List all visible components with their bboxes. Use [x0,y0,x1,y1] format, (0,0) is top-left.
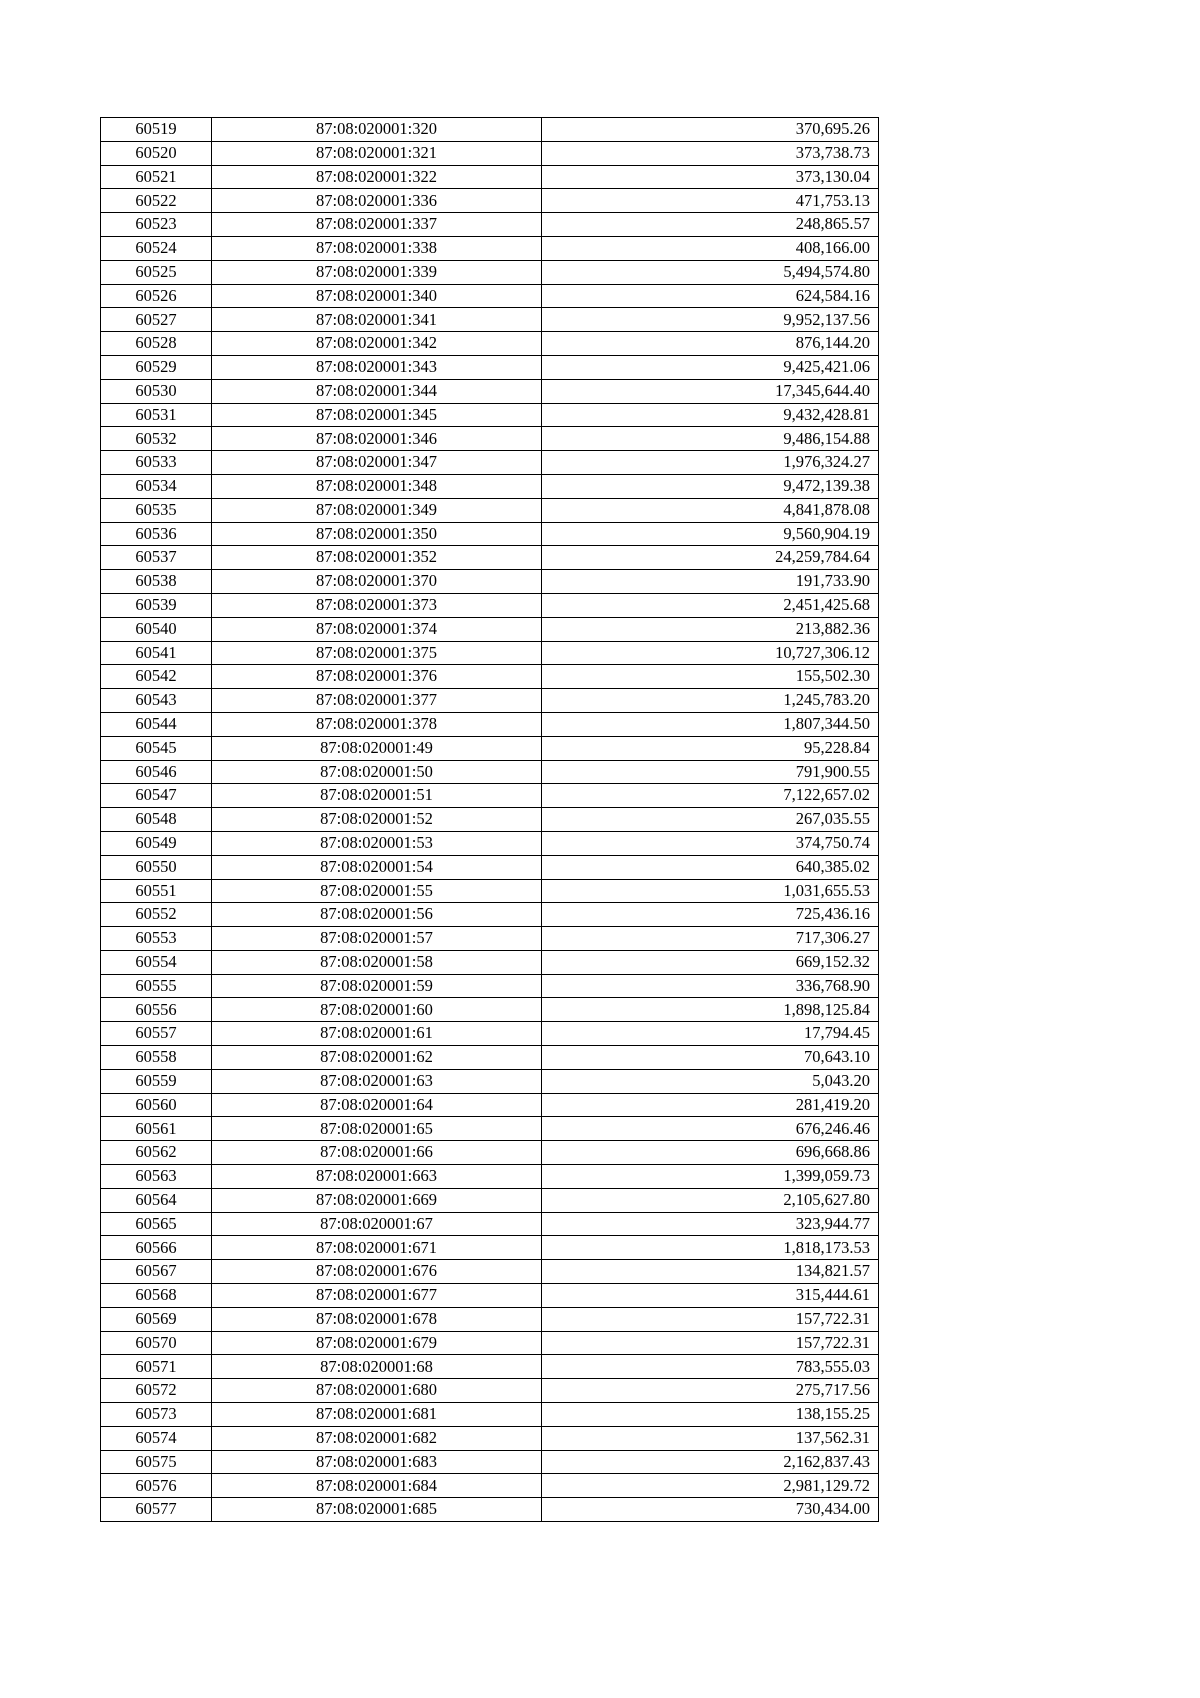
amount-cell: 267,035.55 [542,808,879,832]
amount-cell: 717,306.27 [542,927,879,951]
cadastral-number-cell: 87:08:020001:682 [212,1426,542,1450]
table-row [101,950,879,974]
table-row [101,403,879,427]
table-row [101,141,879,165]
amount-cell: 9,425,421.06 [542,355,879,379]
cadastral-number-cell: 87:08:020001:374 [212,617,542,641]
table-row [101,689,879,713]
table-row [101,855,879,879]
cadastral-number-cell: 87:08:020001:681 [212,1403,542,1427]
amount-cell: 1,976,324.27 [542,451,879,475]
table-row [101,1093,879,1117]
cadastral-number-cell: 87:08:020001:53 [212,831,542,855]
amount-cell: 24,259,784.64 [542,546,879,570]
table-row [101,641,879,665]
amount-cell: 2,162,837.43 [542,1450,879,1474]
row-number-cell: 60567 [101,1260,212,1284]
cadastral-number-cell: 87:08:020001:68 [212,1355,542,1379]
row-number-cell: 60536 [101,522,212,546]
table-row [101,236,879,260]
amount-cell: 275,717.56 [542,1379,879,1403]
amount-cell: 2,451,425.68 [542,593,879,617]
cadastral-number-cell: 87:08:020001:66 [212,1141,542,1165]
row-number-cell: 60537 [101,546,212,570]
row-number-cell: 60534 [101,474,212,498]
cadastral-number-cell: 87:08:020001:376 [212,665,542,689]
row-number-cell: 60571 [101,1355,212,1379]
cadastral-number-cell: 87:08:020001:320 [212,118,542,142]
row-number-cell: 60572 [101,1379,212,1403]
cadastral-number-cell: 87:08:020001:685 [212,1498,542,1522]
row-number-cell: 60544 [101,712,212,736]
table-row [101,617,879,641]
amount-cell: 370,695.26 [542,118,879,142]
amount-cell: 137,562.31 [542,1426,879,1450]
row-number-cell: 60529 [101,355,212,379]
table-row [101,189,879,213]
row-number-cell: 60570 [101,1331,212,1355]
amount-cell: 2,981,129.72 [542,1474,879,1498]
cadastral-number-cell: 87:08:020001:65 [212,1117,542,1141]
cadastral-number-cell: 87:08:020001:67 [212,1212,542,1236]
amount-cell: 730,434.00 [542,1498,879,1522]
table-row [101,379,879,403]
row-number-cell: 60545 [101,736,212,760]
table-row [101,451,879,475]
amount-cell: 1,807,344.50 [542,712,879,736]
amount-cell: 669,152.32 [542,950,879,974]
cadastral-number-cell: 87:08:020001:63 [212,1069,542,1093]
table-row [101,736,879,760]
amount-cell: 213,882.36 [542,617,879,641]
cadastral-number-cell: 87:08:020001:336 [212,189,542,213]
table-row [101,998,879,1022]
cadastral-number-cell: 87:08:020001:64 [212,1093,542,1117]
amount-cell: 1,245,783.20 [542,689,879,713]
table-row [101,213,879,237]
row-number-cell: 60543 [101,689,212,713]
row-number-cell: 60530 [101,379,212,403]
amount-cell: 783,555.03 [542,1355,879,1379]
amount-cell: 7,122,657.02 [542,784,879,808]
table-row [101,474,879,498]
row-number-cell: 60550 [101,855,212,879]
amount-cell: 95,228.84 [542,736,879,760]
cadastral-number-cell: 87:08:020001:56 [212,903,542,927]
table-row [101,1260,879,1284]
amount-cell: 157,722.31 [542,1307,879,1331]
amount-cell: 1,818,173.53 [542,1236,879,1260]
table-row [101,1046,879,1070]
table-row [101,427,879,451]
row-number-cell: 60533 [101,451,212,475]
amount-cell: 155,502.30 [542,665,879,689]
table-row [101,879,879,903]
table-row [101,1117,879,1141]
row-number-cell: 60532 [101,427,212,451]
amount-cell: 336,768.90 [542,974,879,998]
row-number-cell: 60528 [101,332,212,356]
amount-cell: 315,444.61 [542,1284,879,1308]
cadastral-number-cell: 87:08:020001:677 [212,1284,542,1308]
cadastral-number-cell: 87:08:020001:346 [212,427,542,451]
amount-cell: 640,385.02 [542,855,879,879]
cadastral-number-cell: 87:08:020001:51 [212,784,542,808]
table-row [101,498,879,522]
cadastral-number-cell: 87:08:020001:52 [212,808,542,832]
table-row [101,1188,879,1212]
table-row [101,1069,879,1093]
row-number-cell: 60559 [101,1069,212,1093]
row-number-cell: 60577 [101,1498,212,1522]
cadastral-number-cell: 87:08:020001:340 [212,284,542,308]
row-number-cell: 60574 [101,1426,212,1450]
cadastral-number-cell: 87:08:020001:378 [212,712,542,736]
amount-cell: 791,900.55 [542,760,879,784]
amount-cell: 134,821.57 [542,1260,879,1284]
table-row [101,974,879,998]
table-row [101,522,879,546]
table-row [101,1141,879,1165]
table-row [101,1212,879,1236]
cadastral-number-cell: 87:08:020001:680 [212,1379,542,1403]
cadastral-number-cell: 87:08:020001:373 [212,593,542,617]
amount-cell: 374,750.74 [542,831,879,855]
table-body [101,118,879,1522]
table-row [101,284,879,308]
amount-cell: 676,246.46 [542,1117,879,1141]
table-row [101,1236,879,1260]
cadastral-number-cell: 87:08:020001:49 [212,736,542,760]
row-number-cell: 60575 [101,1450,212,1474]
cadastral-number-cell: 87:08:020001:678 [212,1307,542,1331]
cadastral-number-cell: 87:08:020001:671 [212,1236,542,1260]
row-number-cell: 60561 [101,1117,212,1141]
cadastral-number-cell: 87:08:020001:61 [212,1022,542,1046]
table-row [101,831,879,855]
row-number-cell: 60573 [101,1403,212,1427]
cadastral-number-cell: 87:08:020001:337 [212,213,542,237]
table-row [101,1403,879,1427]
cadastral-number-cell: 87:08:020001:341 [212,308,542,332]
row-number-cell: 60547 [101,784,212,808]
cadastral-number-cell: 87:08:020001:347 [212,451,542,475]
row-number-cell: 60535 [101,498,212,522]
table-row [101,1165,879,1189]
amount-cell: 9,472,139.38 [542,474,879,498]
cadastral-number-cell: 87:08:020001:370 [212,570,542,594]
row-number-cell: 60523 [101,213,212,237]
cadastral-number-cell: 87:08:020001:349 [212,498,542,522]
row-number-cell: 60522 [101,189,212,213]
amount-cell: 2,105,627.80 [542,1188,879,1212]
row-number-cell: 60564 [101,1188,212,1212]
row-number-cell: 60538 [101,570,212,594]
table-row [101,570,879,594]
table-row [101,665,879,689]
amount-cell: 5,494,574.80 [542,260,879,284]
row-number-cell: 60521 [101,165,212,189]
cadastral-number-cell: 87:08:020001:57 [212,927,542,951]
cadastral-number-cell: 87:08:020001:342 [212,332,542,356]
row-number-cell: 60555 [101,974,212,998]
row-number-cell: 60526 [101,284,212,308]
table-row [101,1022,879,1046]
amount-cell: 725,436.16 [542,903,879,927]
table-row [101,1331,879,1355]
amount-cell: 408,166.00 [542,236,879,260]
table-row [101,712,879,736]
row-number-cell: 60540 [101,617,212,641]
table-row [101,1498,879,1522]
row-number-cell: 60563 [101,1165,212,1189]
row-number-cell: 60553 [101,927,212,951]
row-number-cell: 60531 [101,403,212,427]
amount-cell: 373,738.73 [542,141,879,165]
amount-cell: 70,643.10 [542,1046,879,1070]
amount-cell: 1,399,059.73 [542,1165,879,1189]
cadastral-number-cell: 87:08:020001:54 [212,855,542,879]
amount-cell: 373,130.04 [542,165,879,189]
cadastral-number-cell: 87:08:020001:322 [212,165,542,189]
cadastral-number-cell: 87:08:020001:59 [212,974,542,998]
row-number-cell: 60539 [101,593,212,617]
row-number-cell: 60554 [101,950,212,974]
cadastral-number-cell: 87:08:020001:344 [212,379,542,403]
amount-cell: 9,560,904.19 [542,522,879,546]
table-row [101,308,879,332]
amount-cell: 17,794.45 [542,1022,879,1046]
amount-cell: 9,432,428.81 [542,403,879,427]
cadastral-number-cell: 87:08:020001:352 [212,546,542,570]
table-row [101,1307,879,1331]
row-number-cell: 60520 [101,141,212,165]
table-row [101,927,879,951]
row-number-cell: 60560 [101,1093,212,1117]
row-number-cell: 60527 [101,308,212,332]
amount-cell: 191,733.90 [542,570,879,594]
row-number-cell: 60558 [101,1046,212,1070]
cadastral-number-cell: 87:08:020001:684 [212,1474,542,1498]
cadastral-number-cell: 87:08:020001:679 [212,1331,542,1355]
row-number-cell: 60519 [101,118,212,142]
amount-cell: 1,898,125.84 [542,998,879,1022]
row-number-cell: 60524 [101,236,212,260]
table-row [101,784,879,808]
cadastral-number-cell: 87:08:020001:669 [212,1188,542,1212]
amount-cell: 157,722.31 [542,1331,879,1355]
table-row [101,1379,879,1403]
cadastral-number-cell: 87:08:020001:50 [212,760,542,784]
cadastral-number-cell: 87:08:020001:60 [212,998,542,1022]
amount-cell: 624,584.16 [542,284,879,308]
amount-cell: 10,727,306.12 [542,641,879,665]
table-row [101,808,879,832]
row-number-cell: 60562 [101,1141,212,1165]
cadastral-number-cell: 87:08:020001:348 [212,474,542,498]
cadastral-number-cell: 87:08:020001:55 [212,879,542,903]
row-number-cell: 60557 [101,1022,212,1046]
amount-cell: 323,944.77 [542,1212,879,1236]
cadastral-number-cell: 87:08:020001:58 [212,950,542,974]
table-row [101,118,879,142]
amount-cell: 248,865.57 [542,213,879,237]
table-row [101,1426,879,1450]
table-row [101,1474,879,1498]
table-row [101,332,879,356]
amount-cell: 9,952,137.56 [542,308,879,332]
row-number-cell: 60552 [101,903,212,927]
amount-cell: 471,753.13 [542,189,879,213]
amount-cell: 17,345,644.40 [542,379,879,403]
cadastral-number-cell: 87:08:020001:375 [212,641,542,665]
amount-cell: 281,419.20 [542,1093,879,1117]
row-number-cell: 60542 [101,665,212,689]
amount-cell: 9,486,154.88 [542,427,879,451]
table-row [101,1284,879,1308]
table-row [101,260,879,284]
cadastral-number-cell: 87:08:020001:663 [212,1165,542,1189]
cadastral-number-cell: 87:08:020001:345 [212,403,542,427]
cadastral-number-cell: 87:08:020001:339 [212,260,542,284]
cadastral-number-cell: 87:08:020001:676 [212,1260,542,1284]
table-row [101,1355,879,1379]
row-number-cell: 60546 [101,760,212,784]
amount-cell: 696,668.86 [542,1141,879,1165]
row-number-cell: 60565 [101,1212,212,1236]
row-number-cell: 60568 [101,1284,212,1308]
amount-cell: 1,031,655.53 [542,879,879,903]
table-row [101,546,879,570]
amount-cell: 876,144.20 [542,332,879,356]
cadastral-number-cell: 87:08:020001:350 [212,522,542,546]
cadastral-number-cell: 87:08:020001:321 [212,141,542,165]
table-row [101,760,879,784]
row-number-cell: 60549 [101,831,212,855]
table-row [101,1450,879,1474]
row-number-cell: 60569 [101,1307,212,1331]
cadastral-number-cell: 87:08:020001:338 [212,236,542,260]
table-row [101,355,879,379]
cadastral-number-cell: 87:08:020001:62 [212,1046,542,1070]
row-number-cell: 60525 [101,260,212,284]
table-row [101,903,879,927]
row-number-cell: 60556 [101,998,212,1022]
cadastral-number-cell: 87:08:020001:377 [212,689,542,713]
row-number-cell: 60576 [101,1474,212,1498]
row-number-cell: 60551 [101,879,212,903]
amount-cell: 138,155.25 [542,1403,879,1427]
table-row [101,593,879,617]
row-number-cell: 60566 [101,1236,212,1260]
row-number-cell: 60541 [101,641,212,665]
data-table [100,117,879,1522]
table-row [101,165,879,189]
cadastral-number-cell: 87:08:020001:683 [212,1450,542,1474]
row-number-cell: 60548 [101,808,212,832]
amount-cell: 4,841,878.08 [542,498,879,522]
amount-cell: 5,043.20 [542,1069,879,1093]
cadastral-number-cell: 87:08:020001:343 [212,355,542,379]
